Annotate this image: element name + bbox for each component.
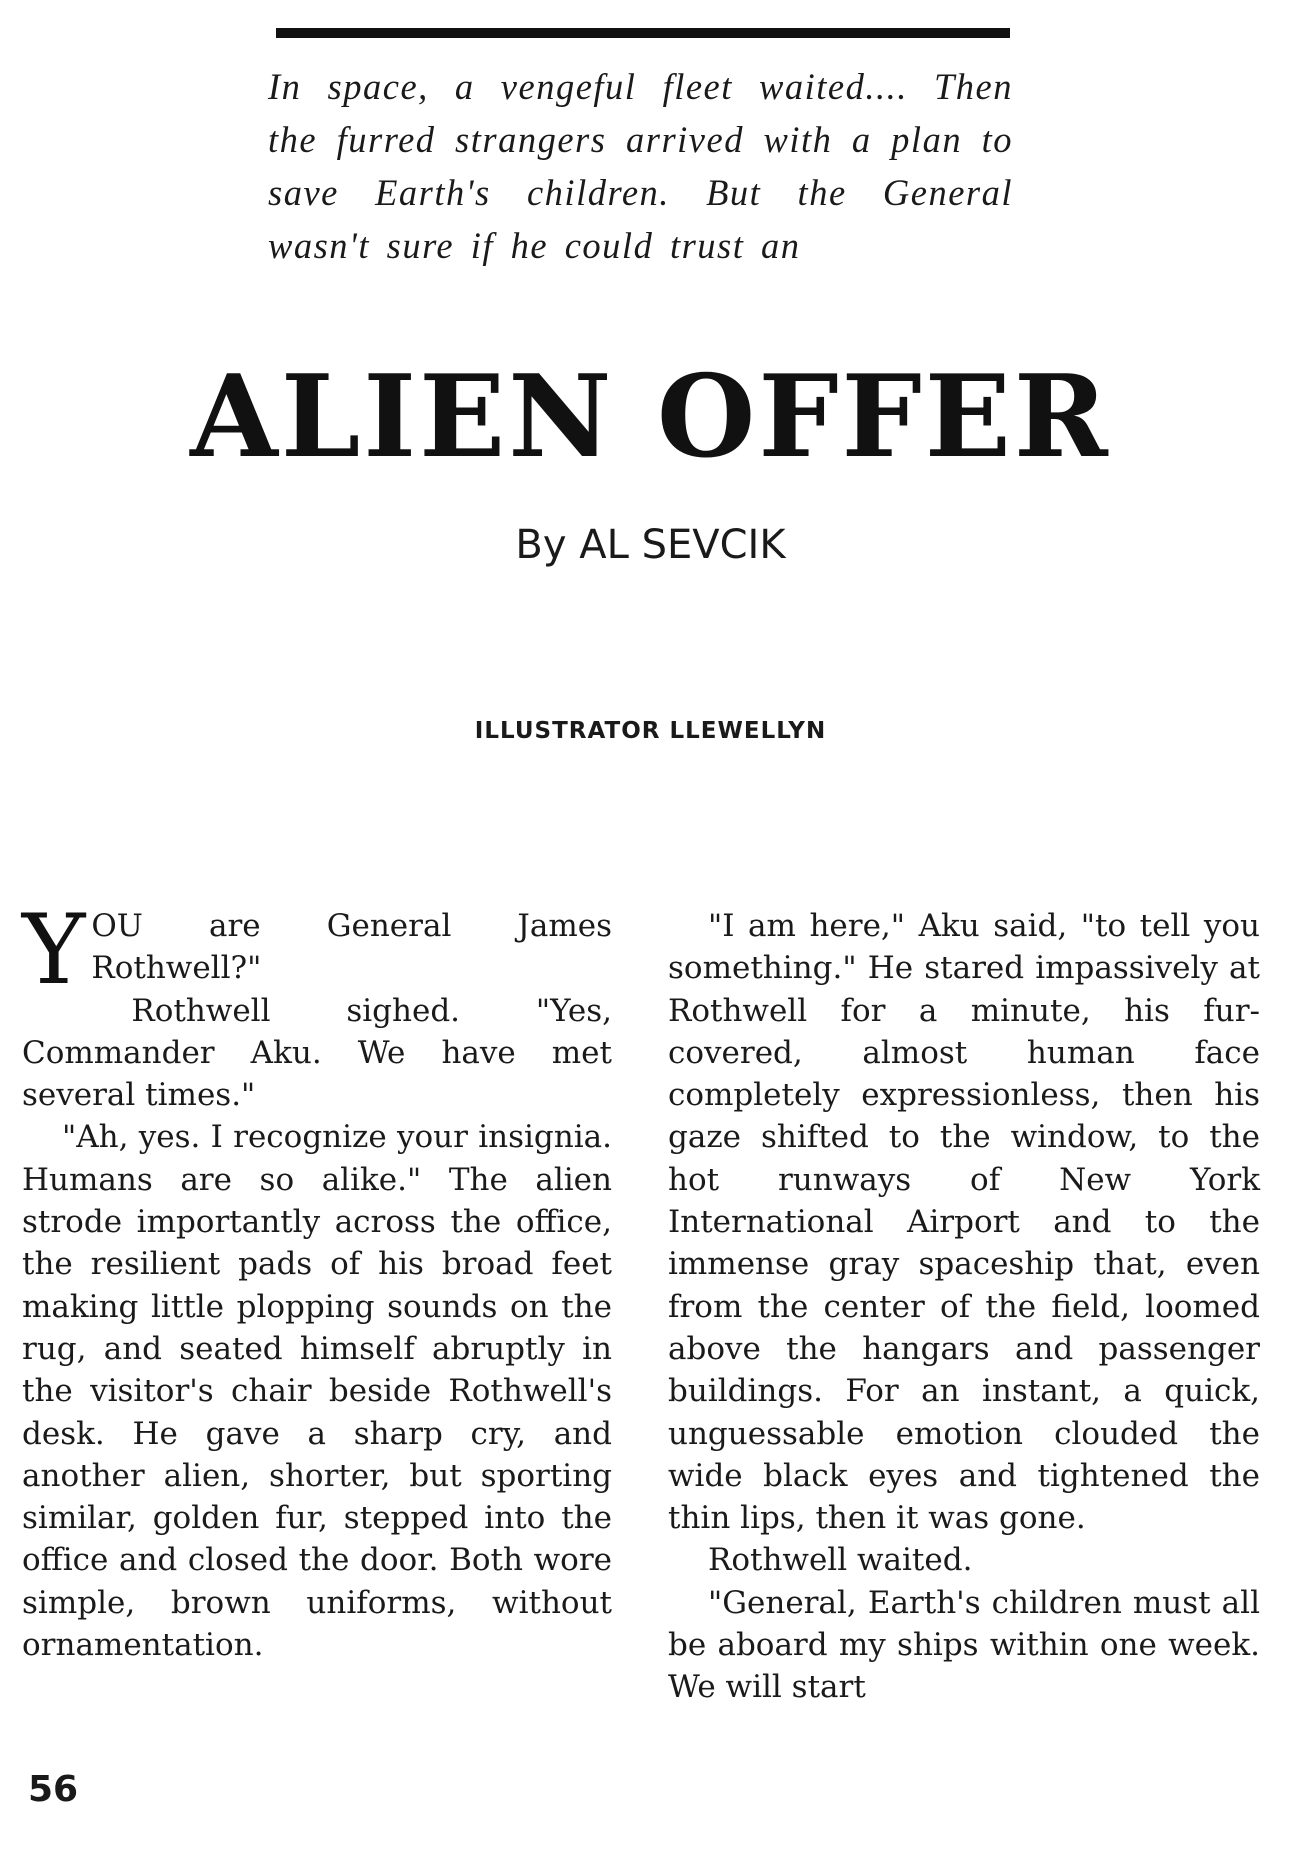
body-paragraph: "General, Earth's children must all be aboard my ships within one week. We will start bbox=[668, 1584, 1260, 1706]
story-title: ALIEN OFFER bbox=[190, 350, 1111, 483]
body-column-right bbox=[668, 905, 1260, 1709]
teaser-text: In space, a vengeful fleet waited.... Then the furred strangers arrived with a plan to save Earth's children. But the General wasn't sure if he could trust an bbox=[268, 66, 1013, 266]
body-paragraph: Rothwell sighed. "Yes, Commander Aku. We have met several times." bbox=[22, 992, 612, 1114]
illustrator-credit: ILLUSTRATOR LLEWELLYN bbox=[474, 718, 827, 744]
body-paragraph bbox=[22, 894, 612, 1006]
page-number: 56 bbox=[28, 1769, 79, 1810]
teaser-blurb bbox=[268, 60, 1013, 272]
body-paragraph: "I am here," Aku said, "to tell you something." He stared impassively at Rothwell for a minute, his fur-covered, almost human face completely expressionless, then his gaze shifted to the window, to the hot runways of New York International Airport and to the immense gray spaceship that, even from the center of the field, loomed above the hangars and passenger buildings. For an instant, a quick, unguessable emotion clouded the wide black eyes and tightened the thin lips, then it was gone. bbox=[668, 908, 1260, 1537]
drop-cap: Y bbox=[22, 894, 86, 1006]
top-rule bbox=[276, 28, 1010, 38]
body-column-left bbox=[22, 894, 612, 1666]
body-paragraph: Rothwell waited. bbox=[708, 1542, 973, 1579]
author-byline: By AL SEVCIK bbox=[515, 522, 786, 568]
paragraph-text: OU are General James Rothwell?" bbox=[91, 908, 612, 987]
body-paragraph: "Ah, yes. I recognize your insignia. Humans are so alike." The alien strode importantly across the office, the resilient pads of his broad feet making little plopping sounds on the rug, and seated himself abruptly in the visitor's chair beside Rothwell's desk. He gave a sharp cry, and another alien, shorter, but sporting similar, golden fur, stepped into the office and closed the door. Both wore simple, brown uniforms, without ornamentation. bbox=[22, 1119, 612, 1664]
